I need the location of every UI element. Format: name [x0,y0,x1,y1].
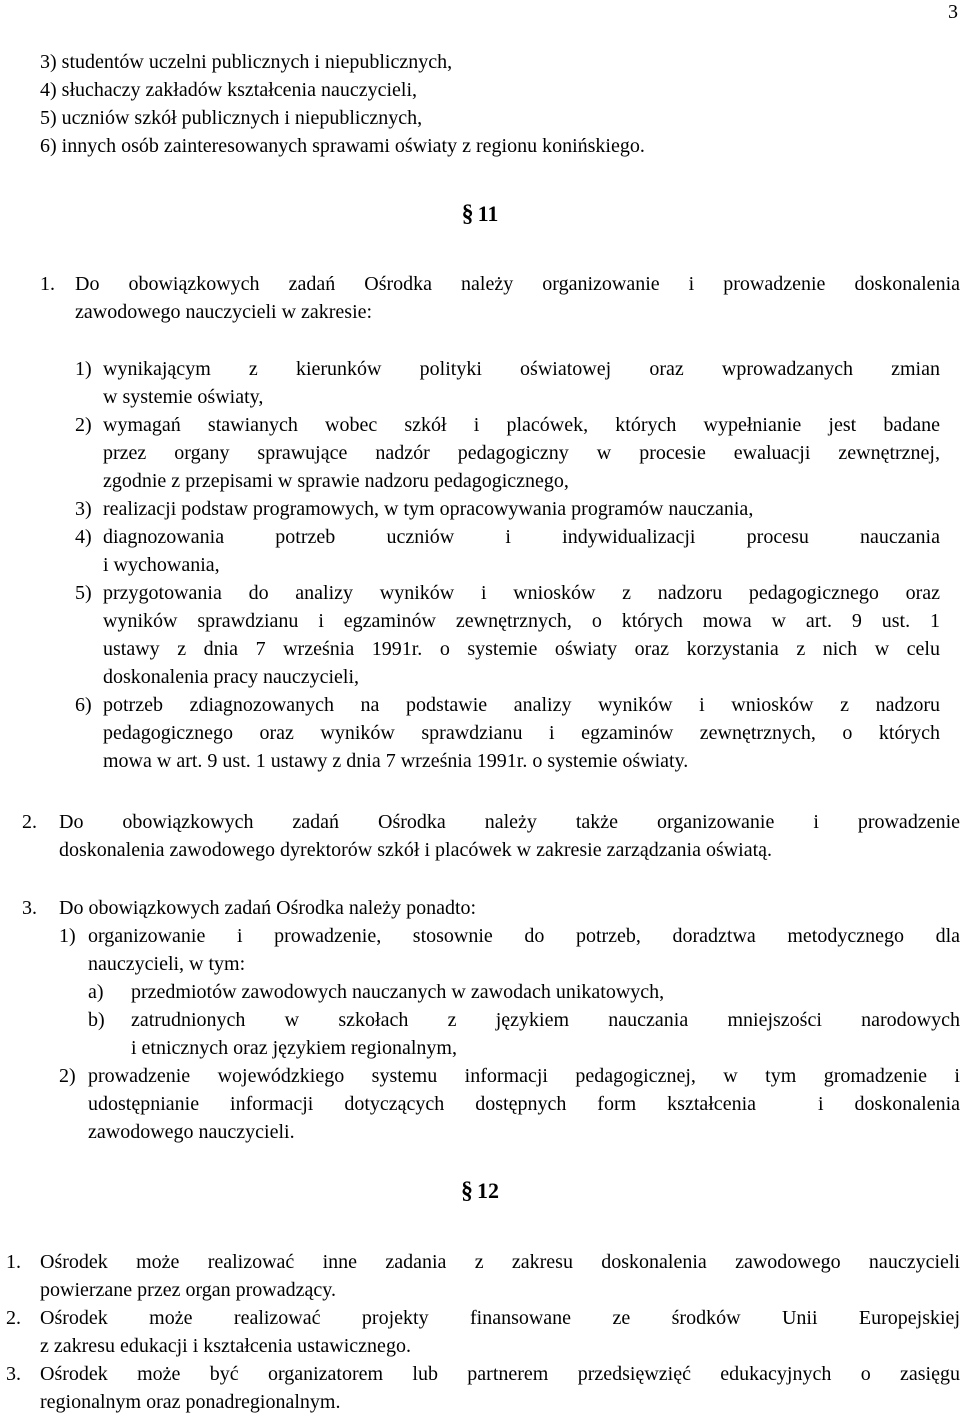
list-item-text: wynikającym z kierunków polityki oświatowej oraz wprowadzanych zmian [103,358,940,380]
list-item-text: nauczycieli, w tym: [88,953,246,975]
list-item-label: 6) [75,694,92,716]
paragraph-line [6,1304,960,1332]
list-item-text: przez organy sprawujące nadzór pedagogiczny w procesie ewaluacji zewnętrznej, [103,442,940,464]
section-12-paragraphs [6,1248,960,1416]
list-item-text: zgodnie z przepisami w sprawie nadzoru pedagogicznego, [103,470,569,492]
section-heading-12 [0,1178,960,1205]
list-item-text: i etnicznych oraz językiem regionalnym, [131,1037,457,1059]
list-item-continuation [59,1118,960,1146]
page-number: 3 [948,1,958,23]
list-item-continuation [59,1034,960,1062]
list-item-continuation [75,663,940,691]
list-item-label: b) [88,1009,105,1031]
paragraph-line [6,1332,960,1360]
paragraph-line [75,298,960,326]
list-item-text: udostępnianie informacji dotyczących dostępnych form kształcenia i doskonalenia [88,1093,960,1115]
list-item-label: 3) [75,498,92,520]
list-item-text: pedagogicznego oraz wyników sprawdzianu i egzaminów zewnętrznych, o których [103,722,940,744]
paragraph-text: powierzane przez organ prowadzący. [40,1279,336,1301]
list-item-text: realizacji podstaw programowych, w tym opracowywania programów nauczania, [103,498,754,520]
list-item-text: przedmiotów zawodowych nauczanych w zawodach unikatowych, [131,981,665,1003]
list-item [59,978,960,1006]
list-item-continuation [59,950,960,978]
list-item-continuation [75,551,940,579]
list-item-text: wymagań stawianych wobec szkół i placówek, których wypełnianie jest badane [103,414,940,436]
list-item-continuation [75,719,940,747]
list-item-text: ustawy z dnia 7 września 1991r. o systemie oświaty oraz korzystania z nich w celu [103,638,940,660]
list-item-label: 4) [75,526,92,548]
list-item-text: potrzeb zdiagnozowanych na podstawie analizy wyników i wniosków z nadzoru [103,694,940,716]
list-item-text: wyników sprawdzianu i egzaminów zewnętrznych, o których mowa w art. 9 ust. 1 [103,610,940,632]
paragraph-line [6,1388,960,1416]
list-item [75,355,940,383]
list-item-continuation [75,607,940,635]
list-item-continuation [75,747,940,775]
section-symbol: § [461,201,474,227]
list-item [75,495,940,523]
paragraph-text: z zakresu edukacji i kształcenia ustawicznego. [40,1335,411,1357]
list-item: 3) studentów uczelni publicznych i niepublicznych, [40,51,453,73]
list-item-continuation [75,635,940,663]
list-item-label: 1) [59,925,76,947]
section-symbol: § [461,1178,473,1204]
section-number: 11 [477,201,499,226]
list-item-text: prowadzenie wojewódzkiego systemu informacji pedagogicznej, w tym gromadzenie i [88,1065,960,1087]
list-item [75,411,940,439]
list-item-continuation [75,383,940,411]
paragraph-number: 3. [6,1363,21,1385]
section-number: 12 [477,1178,499,1203]
list-item-label: a) [88,981,104,1003]
paragraph-line [6,1360,960,1388]
list-item-text: zawodowego nauczycieli. [88,1121,295,1143]
paragraph-line [6,1276,960,1304]
paragraph-text: zawodowego nauczycieli w zakresie: [75,301,373,323]
list-item-text: organizowanie i prowadzenie, stosownie do potrzeb, doradztwa metodycznego dla [88,925,960,947]
list-item-label: 5) [75,582,92,604]
paragraph-number: 1. [40,273,55,295]
paragraph-line [22,808,960,836]
list-item: 5) uczniów szkół publicznych i niepublicznych, [40,107,423,129]
list-item-text: i wychowania, [103,554,220,576]
list-item-text: diagnozowania potrzeb uczniów i indywidualizacji procesu nauczania [103,526,940,548]
paragraph-text: Ośrodek może realizować inne zadania z zakresu doskonalenia zawodowego nauczycieli [40,1251,960,1273]
paragraph-line [22,894,960,922]
paragraph-3-list [59,922,960,1146]
paragraph-line [22,836,960,864]
paragraph-1-list [75,355,940,775]
paragraph-text: Do obowiązkowych zadań Ośrodka należy także organizowanie i prowadzenie [59,811,960,833]
paragraph-line [40,270,960,298]
list-item-label: 1) [75,358,92,380]
list-item-label: 2) [75,414,92,436]
list-item-continuation [75,467,940,495]
list-item-text: w systemie oświaty, [103,386,264,408]
list-item-text: doskonalenia pracy nauczycieli, [103,666,359,688]
paragraph-text: regionalnym oraz ponadregionalnym. [40,1391,341,1413]
paragraph-text: Do obowiązkowych zadań Ośrodka należy organizowanie i prowadzenie doskonalenia [75,273,960,295]
paragraph-text: doskonalenia zawodowego dyrektorów szkół i placówek w zakresie zarządzania oświatą. [59,839,773,861]
list-item-continuation [59,1090,960,1118]
paragraph-line [6,1248,960,1276]
paragraph-number: 3. [22,897,37,919]
intro-list [40,48,645,160]
list-item: 4) słuchaczy zakładów kształcenia nauczycieli, [40,79,418,101]
list-item [59,1006,960,1034]
list-item: 6) innych osób zainteresowanych sprawami oświaty z regionu konińskiego. [40,135,645,157]
paragraph-number: 2. [6,1307,21,1329]
list-item-continuation [75,439,940,467]
section-heading-11 [0,201,960,228]
paragraph-2 [22,808,960,864]
list-item [75,523,940,551]
paragraph-3 [22,894,960,922]
list-item [75,691,940,719]
list-item-text: przygotowania do analizy wyników i wniosków z nadzoru pedagogicznego oraz [103,582,940,604]
paragraph-text: Do obowiązkowych zadań Ośrodka należy ponadto: [59,897,477,919]
paragraph-text: Ośrodek może być organizatorem lub partnerem przedsięwzięć edukacyjnych o zasięgu [40,1363,960,1385]
list-item [75,579,940,607]
list-item [59,922,960,950]
list-item-text: zatrudnionych w szkołach z językiem nauczania mniejszości narodowych [131,1009,960,1031]
paragraph-1 [40,270,960,326]
paragraph-number: 2. [22,811,37,833]
paragraph-text: Ośrodek może realizować projekty finansowane ze środków Unii Europejskiej [40,1307,960,1329]
paragraph-number: 1. [6,1251,21,1273]
list-item-text: mowa w art. 9 ust. 1 ustawy z dnia 7 września 1991r. o systemie oświaty. [103,750,689,772]
list-item [59,1062,960,1090]
list-item-label: 2) [59,1065,76,1087]
